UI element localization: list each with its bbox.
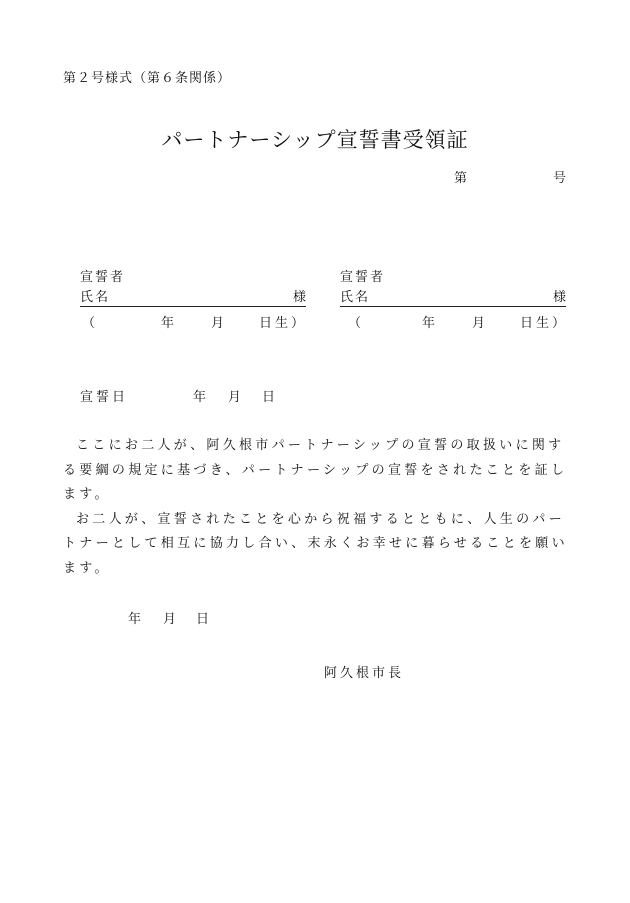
pledger-1-birth-year: 年	[161, 316, 175, 331]
issue-date-month: 月	[163, 612, 177, 627]
pledge-date	[80, 390, 280, 406]
body-paragraph-2: お二人が、宣誓されたことを心から祝福するとともに、人生のパートナーとして相互に協力し合い、末永くお幸せに暮らせることを願います。	[63, 511, 568, 576]
issue-date	[128, 612, 228, 628]
pledger-1-birth-day: 日生）	[259, 316, 308, 331]
pledger-2-birth-month: 月	[472, 316, 486, 331]
document-title: パートナーシップ宣誓書受領証	[161, 128, 469, 152]
pledger-2-birth-day: 日生）	[520, 316, 569, 331]
pledger-2-name-field[interactable]	[340, 290, 566, 307]
pledger-2-birth-year: 年	[422, 316, 436, 331]
body-paragraph-1: ここにお二人が、阿久根市パートナーシップの宣誓の取扱いに関する要綱の規定に基づき、パートナーシップの宣誓をされたことを証します。	[63, 438, 568, 503]
pledge-date-label: 宣誓日	[80, 390, 129, 405]
issue-date-year: 年	[128, 612, 142, 627]
pledge-date-month: 月	[228, 390, 242, 405]
certificate-number-prefix: 第	[454, 171, 468, 186]
pledger-2-birthdate	[340, 316, 570, 332]
pledger-1-name-field[interactable]	[80, 290, 306, 307]
pledger-1-honorific: 様	[292, 290, 306, 305]
pledge-date-day: 日	[262, 390, 276, 405]
pledger-2-label: 宣誓者	[340, 270, 386, 285]
issue-date-day: 日	[196, 612, 210, 627]
pledge-date-year: 年	[193, 390, 207, 405]
pledger-2-name-label: 氏名	[340, 290, 371, 305]
certificate-number-suffix: 号	[553, 171, 567, 186]
pledger-2-birth-open: （	[348, 316, 362, 331]
form-number: 第２号様式（第６条関係）	[63, 71, 232, 86]
pledger-2-honorific: 様	[552, 290, 566, 305]
certificate-body	[63, 434, 573, 582]
pledger-1-name-label: 氏名	[80, 290, 111, 305]
issuer-mayor: 阿久根市長	[324, 666, 405, 681]
pledger-1-birth-month: 月	[211, 316, 225, 331]
pledger-1-birth-open: （	[82, 316, 96, 331]
pledger-1-label: 宣誓者	[80, 270, 126, 285]
pledger-1-birthdate	[80, 316, 310, 332]
